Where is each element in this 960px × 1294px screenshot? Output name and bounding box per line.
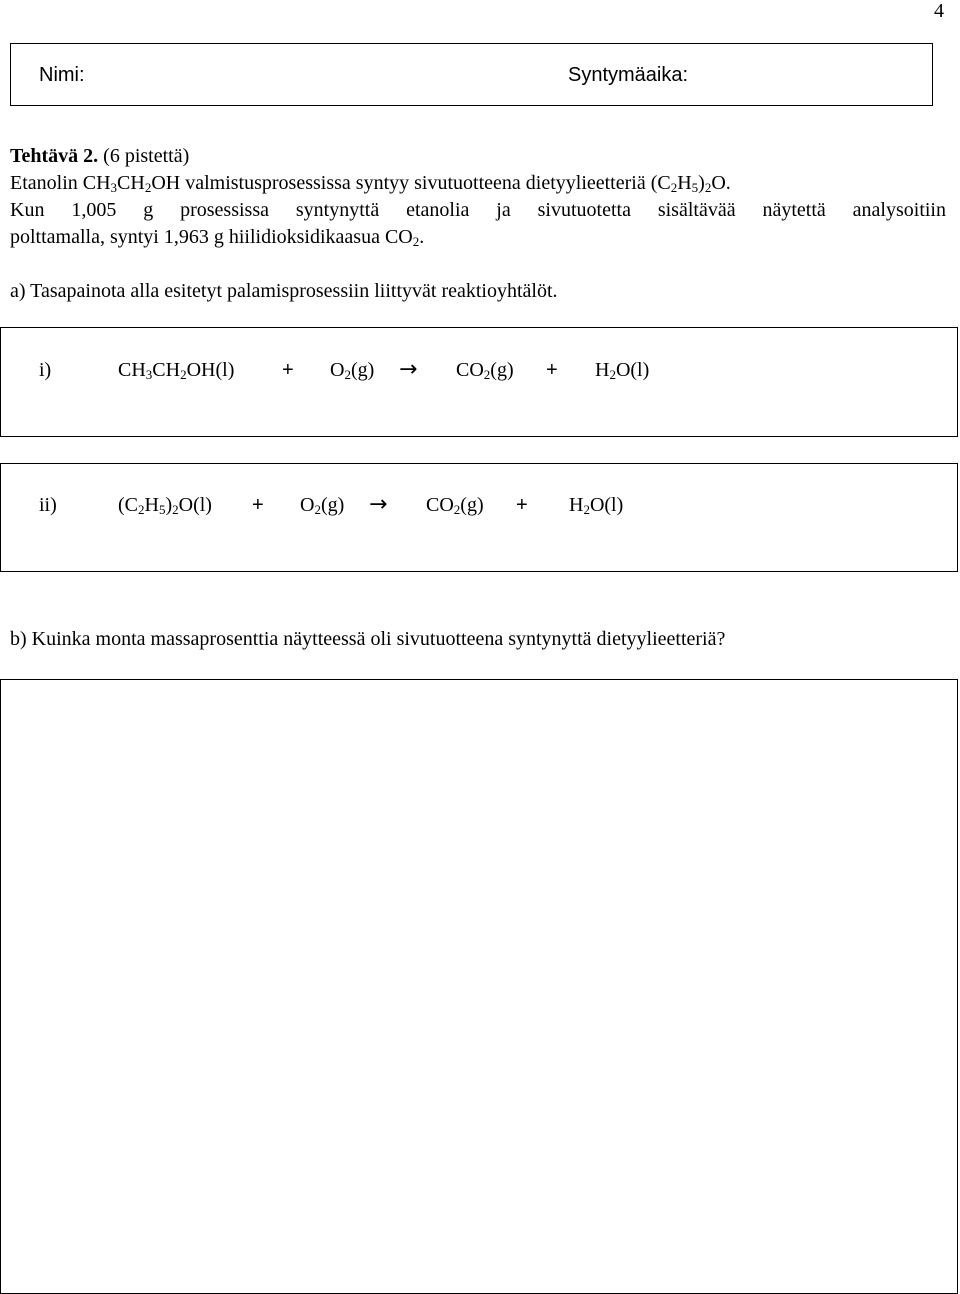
eq1-product-co2 [456,359,514,382]
name-label: Nimi: [39,64,85,86]
subscript: 2 [453,502,461,517]
formula-part: (C [118,494,138,516]
answer-box[interactable] [0,679,958,1294]
subscript: 2 [314,502,321,517]
intro-text: Etanolin CH [10,172,111,194]
formula-part: H [144,494,159,516]
subscript: 2 [583,502,590,517]
formula-part: CH [152,359,181,381]
part-b-question: b) Kuinka monta massaprosenttia näytteessä oli sivutuotteena syntynyttä dietyylieetteriä? [10,628,726,650]
formula-part: ) [165,494,173,516]
formula-part: O(l) [615,359,650,381]
equation-box-1 [0,327,958,437]
intro-text: ) [698,172,705,194]
eq2-arrow-icon: → [369,492,388,517]
student-info-box [10,43,933,106]
intro-text: OH valmistusprosessissa syntyy sivutuotteena dietyylieetteriä (C [151,172,671,194]
intro-text: O. [711,172,731,194]
formula-part: H [569,494,584,516]
subscript: 2 [172,502,179,517]
subscript: 2 [670,180,678,195]
eq1-product-water [595,359,649,382]
formula-part: H [595,359,610,381]
eq2-product-water [569,494,623,517]
eq2-plus: + [252,494,264,516]
formula-part: O [330,359,345,381]
subscript: 5 [158,502,166,517]
task-title: Tehtävä 2. [10,145,99,167]
subscript: 3 [110,180,118,195]
part-a-instruction: a) Tasapainota alla esitetyt palamisprosessiin liittyvät reaktioyhtälöt. [10,280,558,302]
eq1-label: i) [39,359,52,381]
subscript: 2 [483,367,491,382]
formula-part: OH(l) [186,359,235,381]
formula-part: (g) [320,494,345,516]
intro-text: H [677,172,692,194]
subscript: 2 [144,180,152,195]
subscript: 3 [145,367,153,382]
eq2-reactant-oxygen [300,494,344,517]
task-points: (6 pistettä) [98,145,190,167]
task-intro [10,171,731,195]
equation-box-2 [0,463,958,572]
eq1-plus: + [282,359,294,381]
task-sentence: Kun 1,005 g prosessissa syntynyttä etanolia ja sivutuotetta sisältävää näytettä analysoitiin [10,199,946,221]
eq2-label: ii) [39,494,57,516]
page-number: 4 [934,0,944,22]
subscript: 2 [609,367,616,382]
eq2-reactant-ether [118,494,212,517]
formula-part: (g) [460,494,484,516]
formula-part: CH [118,359,146,381]
subscript: 2 [344,367,351,382]
formula-part: (g) [490,359,514,381]
intro-text: CH [117,172,145,194]
result-text: . [419,226,425,248]
birthdate-label: Syntymäaika: [568,64,689,86]
formula-part: (g) [350,359,375,381]
eq1-plus: + [546,359,558,381]
subscript: 5 [691,180,699,195]
task-result [10,225,424,249]
eq1-reactant-ethanol [118,359,234,382]
formula-part: CO [456,359,484,381]
task-heading [10,144,189,168]
subscript: 2 [138,502,145,517]
subscript: 2 [704,180,712,195]
subscript: 2 [412,234,420,249]
formula-part: O(l) [589,494,624,516]
eq2-product-co2 [426,494,484,517]
subscript: 2 [180,367,187,382]
eq2-plus: + [516,494,528,516]
formula-part: O [300,494,315,516]
result-text: polttamalla, syntyi 1,963 g hiilidioksidikaasua CO [10,226,413,248]
eq1-arrow-icon: → [399,357,418,382]
formula-part: O(l) [178,494,212,516]
formula-part: CO [426,494,454,516]
eq1-reactant-oxygen [330,359,374,382]
